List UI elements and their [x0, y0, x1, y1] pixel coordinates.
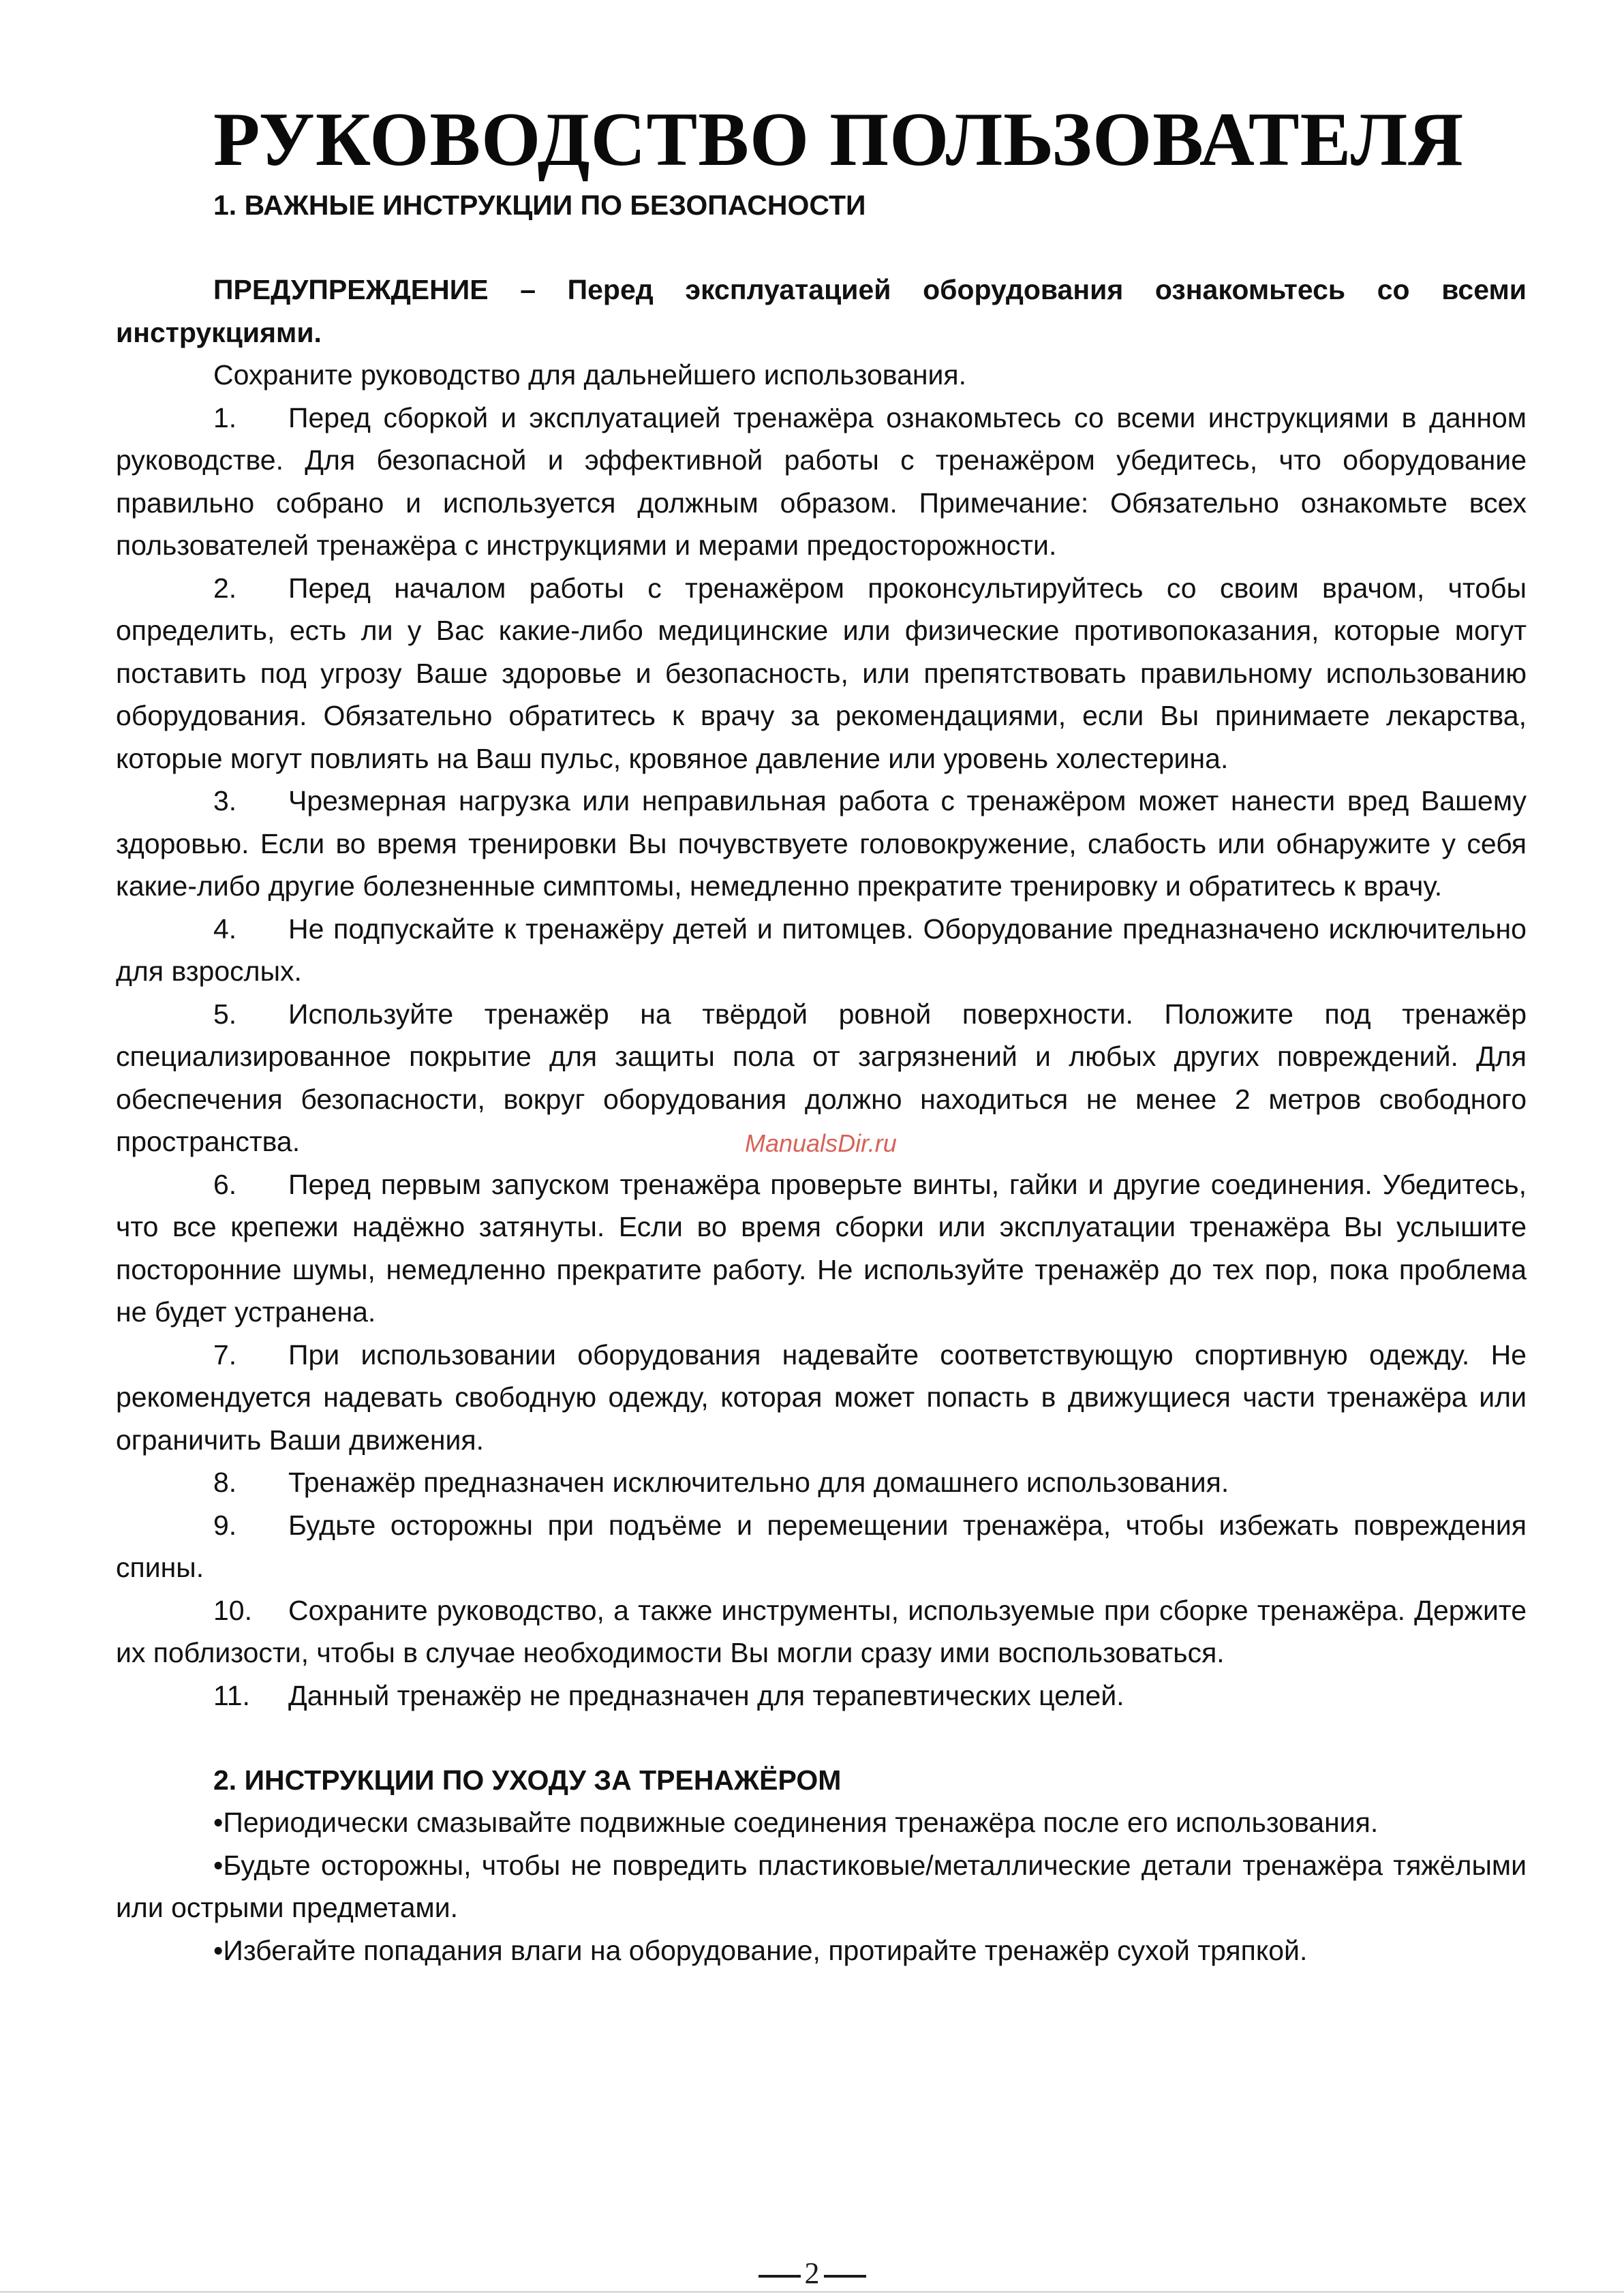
bullet-text: Будьте осторожны, чтобы не повредить пластиковые/металлические детали тренажёра тяжёлыми или острыми предметами. — [116, 1849, 1527, 1923]
section-2-heading: 2. ИНСТРУКЦИИ ПО УХОДУ ЗА ТРЕНАЖЁРОМ — [213, 1764, 842, 1796]
bullet-icon: • — [213, 1934, 224, 1966]
bottom-rule — [0, 2291, 1624, 2293]
watermark: ManualsDir.ru — [745, 1129, 897, 1157]
item-text: При использовании оборудования надевайте соответствующую спортивную одежду. Не рекомендуется надевать свободную одежду, которая может попасть в движущиеся части тренажёра или ограничить Ваши движения. — [116, 1338, 1527, 1456]
safety-item-1 — [116, 397, 1527, 567]
item-number: 9. — [213, 1509, 237, 1541]
bullet-text: Периодически смазывайте подвижные соединения тренажёра после его использования. — [223, 1807, 1379, 1838]
dash-right — [824, 2275, 866, 2278]
item-text: Будьте осторожны при подъёме и перемещении тренажёра, чтобы избежать повреждения спины. — [116, 1509, 1527, 1583]
safety-item-3 — [116, 780, 1527, 908]
item-text: Тренажёр предназначен исключительно для домашнего использования. — [288, 1467, 1229, 1498]
item-number: 3. — [213, 785, 237, 816]
bullet-icon: • — [213, 1849, 224, 1881]
safety-item-7 — [116, 1334, 1527, 1462]
warning-paragraph: ПРЕДУПРЕЖДЕНИЕ – Перед эксплуатацией оборудования ознакомьтесь со всеми инструкциями. — [116, 274, 1527, 348]
care-bullet-1 — [116, 1801, 1527, 1844]
item-number: 10. — [213, 1594, 252, 1626]
page-number-footer — [0, 2256, 1624, 2291]
item-number: 4. — [213, 913, 237, 945]
item-text: Используйте тренажёр на твёрдой ровной поверхности. Положите под тренажёр специализированное покрытие для защиты пола от загрязнений и любых других повреждений. Для обеспечения безопасности, вокруг оборудования должно находиться не менее 2 метров свободного пространства. — [116, 998, 1527, 1157]
safety-item-10 — [116, 1589, 1527, 1674]
section-1-heading: 1. ВАЖНЫЕ ИНСТРУКЦИИ ПО БЕЗОПАСНОСТИ — [213, 189, 866, 221]
care-bullet-2 — [116, 1844, 1527, 1929]
item-number: 11. — [213, 1679, 250, 1711]
document-title: РУКОВОДСТВО ПОЛЬЗОВАТЕЛЯ — [213, 97, 1465, 182]
care-bullet-3 — [116, 1929, 1527, 1972]
item-number: 6. — [213, 1168, 237, 1200]
page-content — [116, 95, 1527, 1972]
item-text: Не подпускайте к тренажёру детей и питомцев. Оборудование предназначено исключительно для взрослых. — [116, 913, 1527, 987]
save-note-paragraph: Сохраните руководство для дальнейшего использования. — [213, 359, 967, 391]
spacer — [116, 226, 1527, 269]
item-number: 5. — [213, 998, 237, 1030]
dash-left — [759, 2275, 801, 2278]
spacer — [116, 1717, 1527, 1759]
safety-item-6 — [116, 1163, 1527, 1334]
item-text: Перед началом работы с тренажёром проконсультируйтесь со своим врачом, чтобы определить, есть ли у Вас какие-либо медицинские или физические противопоказания, которые могут поставить под угрозу Ваше здоровье и безопасность, или препятствовать правильному использованию оборудования. Обязательно обратитесь к врачу за рекомендациями, если Вы принимаете лекарства, которые могут повлиять на Ваш пульс, кровяное давление или уровень холестерина. — [116, 572, 1527, 774]
page-number: 2 — [804, 2256, 820, 2290]
item-number: 1. — [213, 401, 237, 433]
item-number: 7. — [213, 1338, 237, 1371]
bullet-text: Избегайте попадания влаги на оборудование, протирайте тренажёр сухой тряпкой. — [223, 1934, 1308, 1966]
item-text: Перед сборкой и эксплуатацией тренажёра ознакомьтесь со всеми инструкциями в данном руководстве. Для безопасной и эффективной работы с тренажёром убедитесь, что оборудование правильно собрано и используется должным образом. Примечание: Обязательно ознакомьте всех пользователей тренажёра с инструкциями и мерами предосторожности. — [116, 401, 1527, 561]
safety-item-11 — [116, 1674, 1527, 1717]
item-text: Чрезмерная нагрузка или неправильная работа с тренажёром может нанести вред Вашему здоровью. Если во время тренировки Вы почувствуете головокружение, слабость или обнаружите у себя какие-либо другие болезненные симптомы, немедленно прекратите тренировку и обратитесь к врачу. — [116, 785, 1527, 902]
item-number: 8. — [213, 1467, 237, 1498]
bullet-icon: • — [213, 1807, 224, 1838]
safety-item-2 — [116, 567, 1527, 780]
safety-item-8 — [116, 1461, 1527, 1504]
safety-item-9 — [116, 1504, 1527, 1589]
safety-item-4 — [116, 908, 1527, 993]
item-text: Сохраните руководство, а также инструменты, используемые при сборке тренажёра. Держите их поблизости, чтобы в случае необходимости Вы могли сразу ими воспользоваться. — [116, 1594, 1527, 1668]
item-text: Данный тренажёр не предназначен для терапевтических целей. — [288, 1679, 1124, 1711]
item-number: 2. — [213, 572, 237, 604]
item-text: Перед первым запуском тренажёра проверьте винты, гайки и другие соединения. Убедитесь, что все крепежи надёжно затянуты. Если во время сборки или эксплуатации тренажёра Вы услышите посторонние шумы, немедленно прекратите работу. Не используйте тренажёр до тех пор, пока проблема не будет устранена. — [116, 1168, 1527, 1328]
